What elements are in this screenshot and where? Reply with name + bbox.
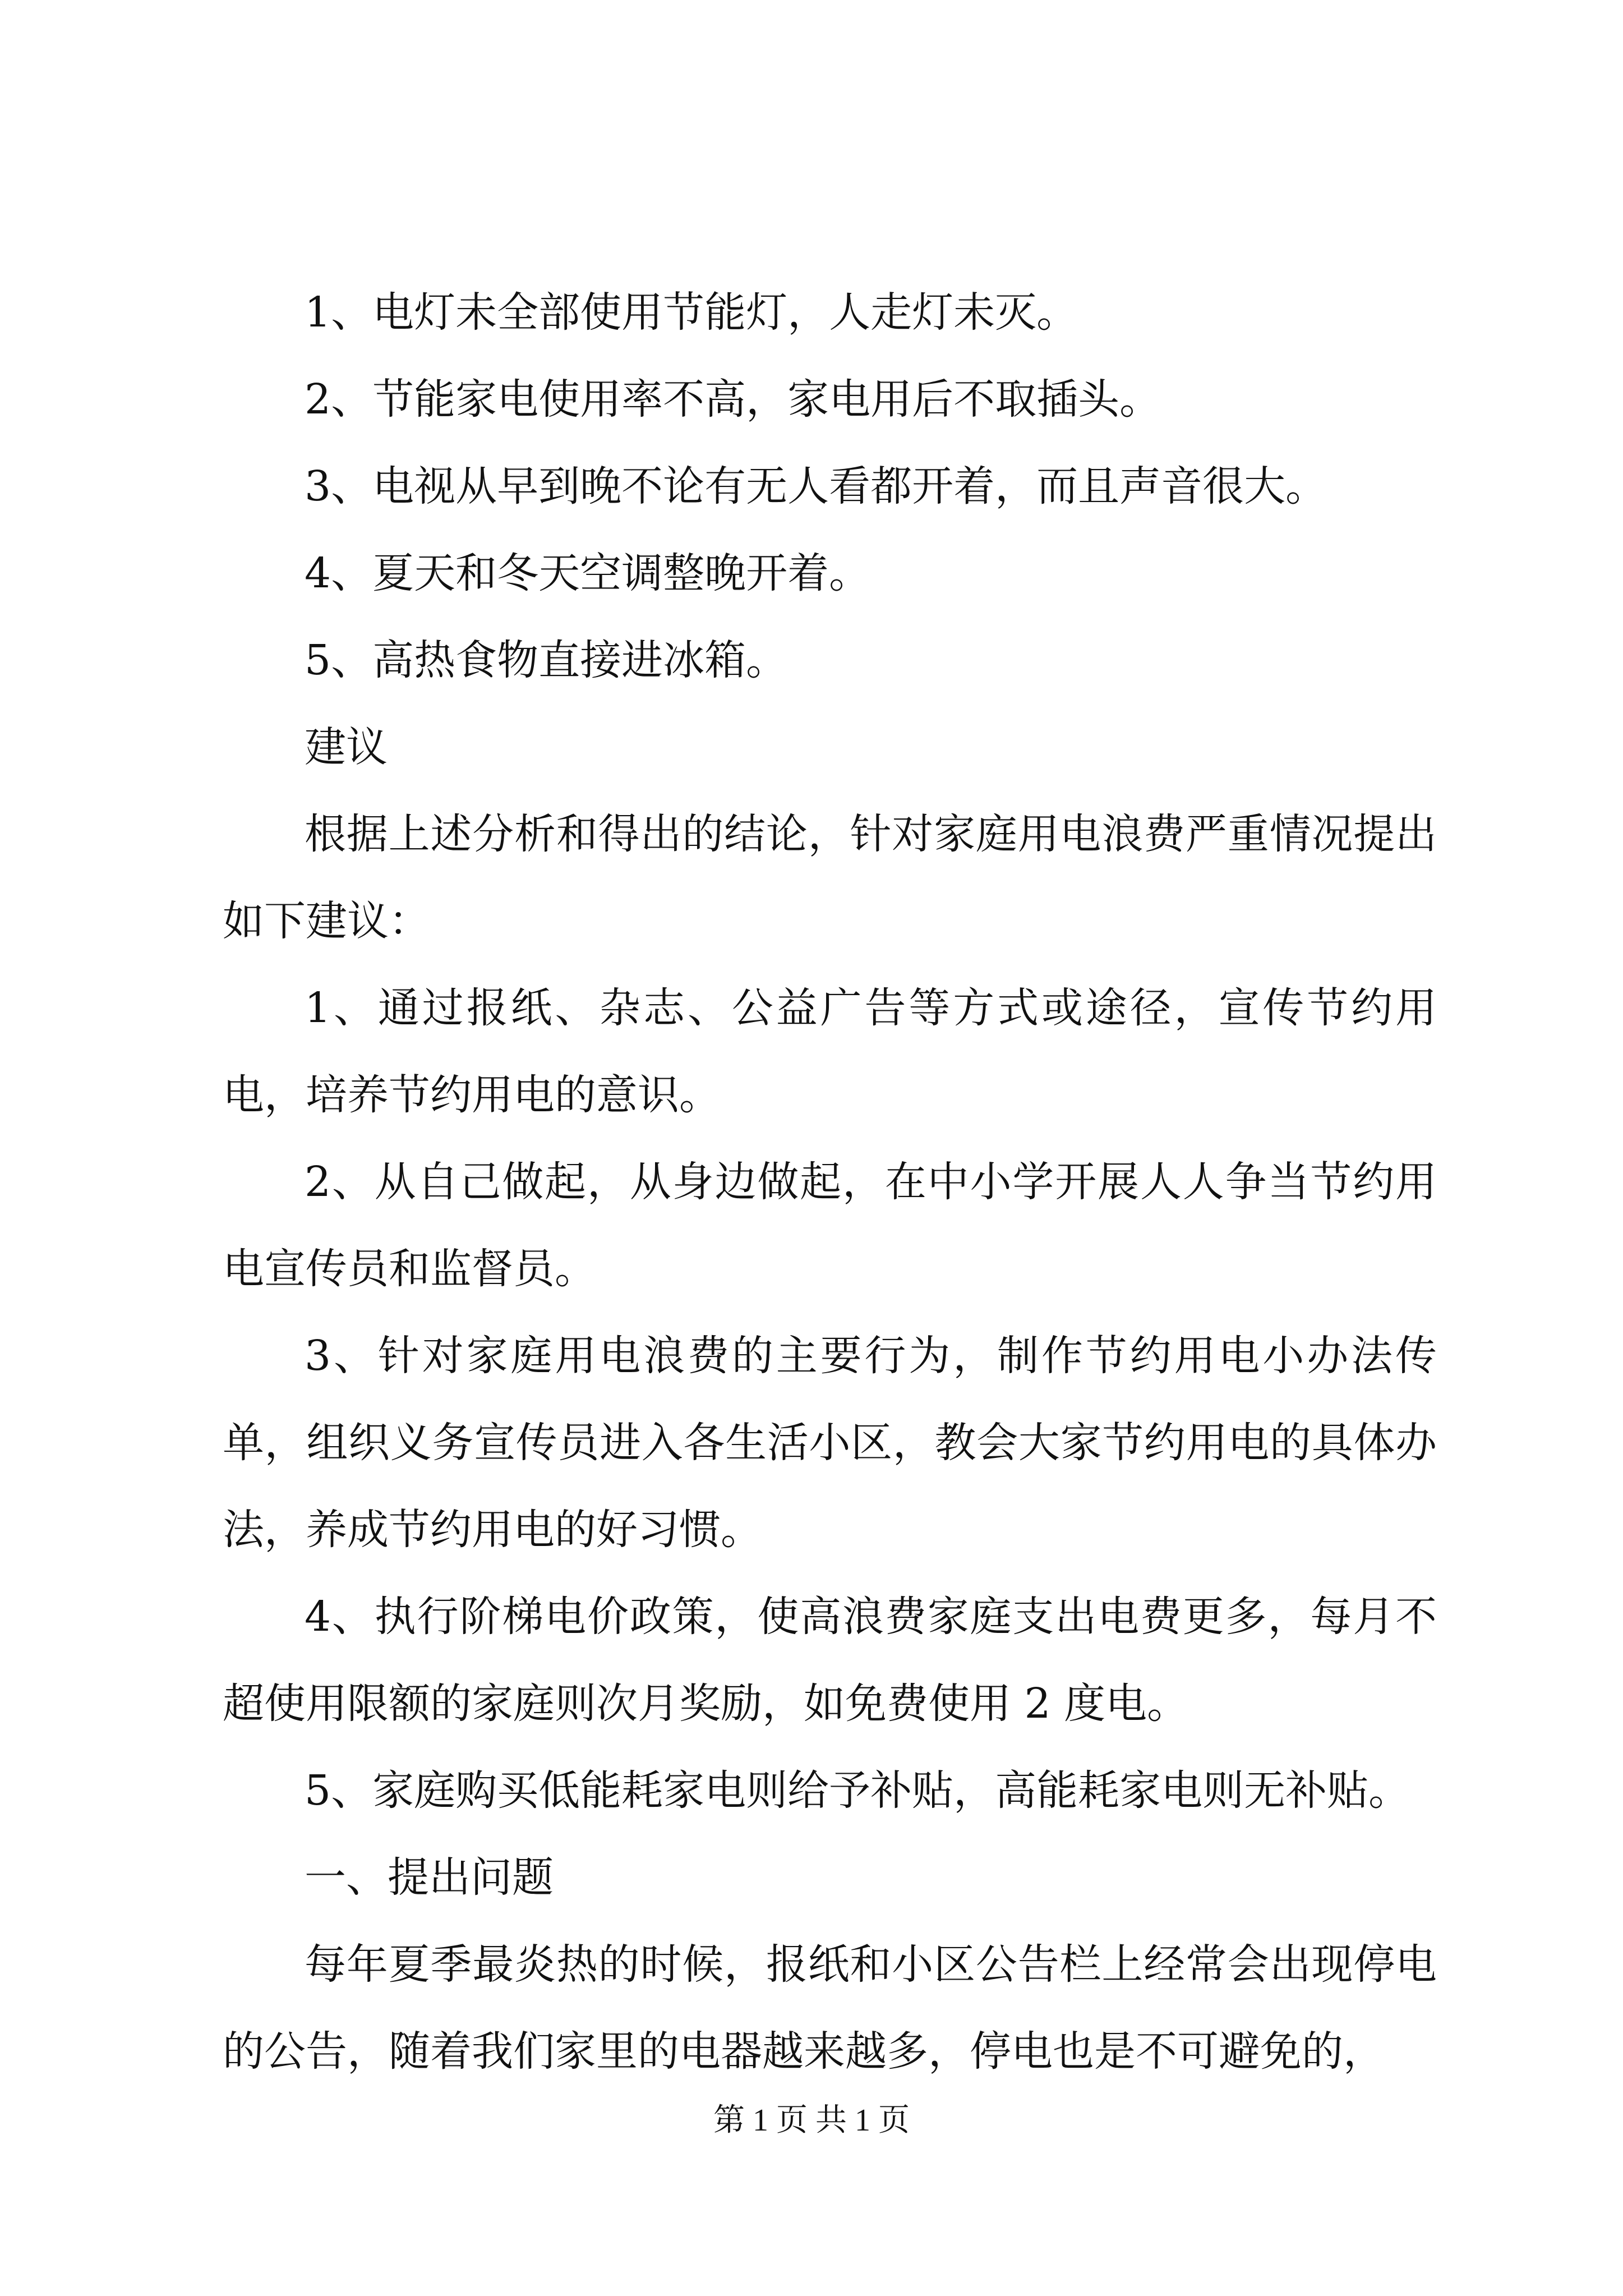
paragraph-1: 1、电灯未全部使用节能灯，人走灯未灭。 bbox=[305, 288, 1078, 337]
section-heading-problem: 一、提出问题 bbox=[305, 1853, 554, 1902]
suggestion-5: 5、家庭购买低能耗家电则给予补贴，高能耗家电则无补贴。 bbox=[305, 1766, 1410, 1815]
suggestion-4: 4、执行阶梯电价政策，使高浪费家庭支出电费更多，每月不超使用限额的家庭则次月奖励，如免费使用 2 度电。 bbox=[223, 1593, 1437, 1728]
section-heading-suggestions: 建议 bbox=[305, 723, 388, 771]
suggestion-3: 3、针对家庭用电浪费的主要行为，制作节约用电小办法传单，组织义务宣传员进入各生活小区，教会大家节约用电的具体办法，养成节约用电的好习惯。 bbox=[223, 1332, 1437, 1554]
paragraph-4: 4、夏天和冬天空调整晚开着。 bbox=[305, 549, 871, 597]
paragraph-intro-suggestions: 根据上述分析和得出的结论，针对家庭用电浪费严重情况提出如下建议： bbox=[223, 810, 1437, 945]
document-body bbox=[223, 269, 1437, 2095]
suggestion-2: 2、从自己做起，从身边做起，在中小学开展人人争当节约用电宣传员和监督员。 bbox=[223, 1158, 1437, 1293]
paragraph-3: 3、电视从早到晚不论有无人看都开着，而且声音很大。 bbox=[305, 462, 1327, 510]
page-footer: 第 1 页 共 1 页 bbox=[713, 2103, 910, 2138]
paragraph-5: 5、高热食物直接进冰箱。 bbox=[305, 636, 788, 684]
paragraph-2: 2、节能家电使用率不高，家电用后不取插头。 bbox=[305, 375, 1161, 424]
suggestion-1: 1、通过报纸、杂志、公益广告等方式或途径，宣传节约用电，培养节约用电的意识。 bbox=[223, 984, 1437, 1119]
paragraph-problem: 每年夏季最炎热的时候，报纸和小区公告栏上经常会出现停电的公告，随着我们家里的电器越来越多，停电也是不可避免的， bbox=[223, 1940, 1437, 2076]
